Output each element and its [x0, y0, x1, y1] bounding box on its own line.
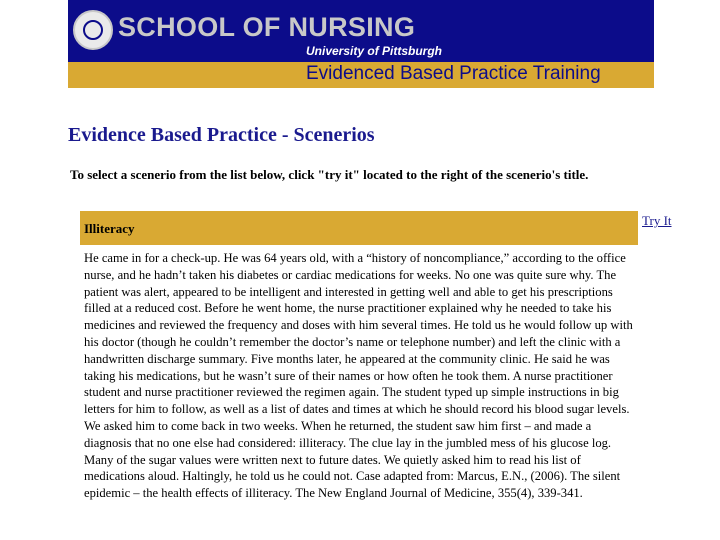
scenario-title: Illiteracy	[84, 221, 135, 236]
university-seal-icon	[73, 10, 113, 50]
header-banner	[68, 0, 654, 88]
scenario-header	[80, 211, 638, 245]
page-title: Evidence Based Practice - Scenerios	[68, 124, 375, 146]
school-name: SCHOOL OF NURSING	[118, 12, 416, 42]
instructions-text: To select a scenerio from the list below, click "try it" located to the right of the scenerio's title.	[70, 167, 589, 182]
university-name: University of Pittsburgh	[306, 44, 443, 58]
scenario-description: He came in for a check-up. He was 64 years old, with a “history of noncompliance,” according to the office nurse, and he hadn’t taken his diabetes or cardiac medications for weeks. No one was quite sure why. The patient was alert, appeared to be intelligent and interested in getting well and able to get his prescriptions filled at a reduced cost. Before he went home, the nurse practitioner explained why he needed to take his medicines and reviewed the frequency and doses with him several times. He told us he would follow up with his doctor (though he couldn’t remember the doctor’s name or telephone number) and left the clinic with a handwritten discharge summary. Five months later, he appeared at the community clinic. He said he was taking his medications, but he wasn’t sure of their names or how often he took them. A nurse practitioner student and nurse practitioner reviewed the regimen again. The student typed up simple instructions in big letters for him to follow, as well as a list of dates and times at which he should record his blood sugar levels. We asked him to come back in two weeks. When he returned, the student saw him first – and made a diagnosis that no one else had considered: illiteracy. The clue lay in the jumbled mess of his glucose log. Many of the sugar values were written next to future dates. We quietly asked him to read his list of medications aloud. Haltingly, he told us he could not. Case adapted from: Marcus, E.N., (2006). The silent epidemic – the health effects of illiteracy. The New England Journal of Medicine, 355(4), 339-341.	[84, 251, 633, 501]
try-it-link[interactable]: Try It	[642, 213, 672, 228]
program-title: Evidenced Based Practice Training	[306, 63, 601, 84]
banner-top	[68, 0, 654, 62]
